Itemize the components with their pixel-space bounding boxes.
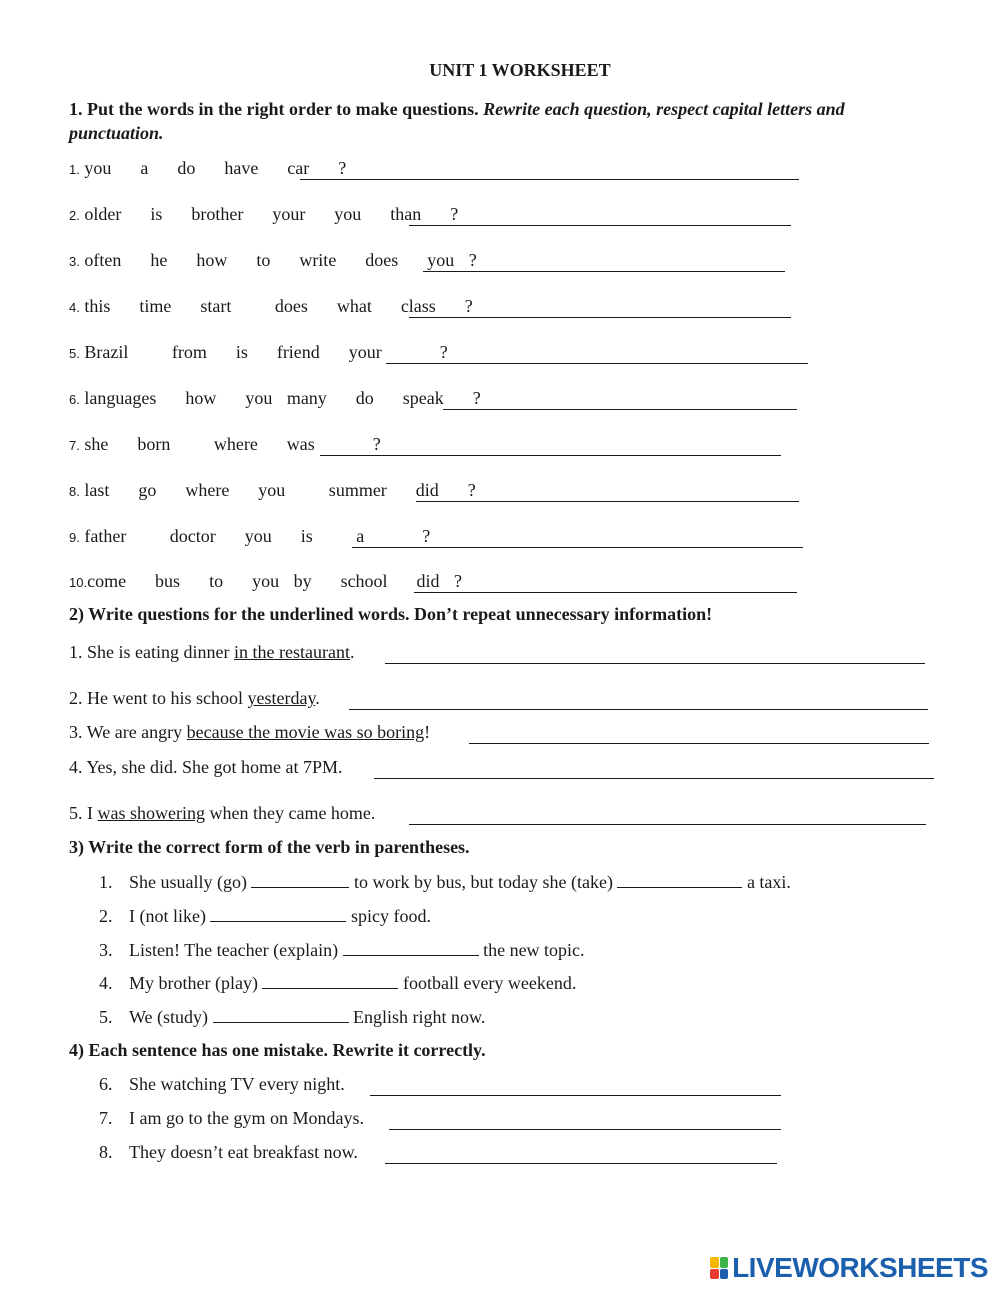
s3-item [99, 905, 431, 927]
s1-item-words: father doctor you is a ? [84, 526, 431, 546]
s2-item-end: . [349, 642, 355, 662]
s3-item [99, 1006, 485, 1028]
s2-item [69, 722, 430, 743]
answer-blank[interactable] [343, 939, 479, 956]
s1-item-number: 2. [69, 208, 80, 223]
page-title: UNIT 1 WORKSHEET [429, 60, 611, 80]
s1-item-number: 8. [69, 484, 80, 499]
s3-item-text: a taxi. [746, 872, 791, 892]
s1-item-number: 3. [69, 254, 80, 269]
s3-item-number: 3. [99, 940, 113, 960]
s4-item [99, 1108, 364, 1129]
s2-item-text: 3. We are angry [69, 722, 187, 742]
s1-item [69, 480, 476, 501]
s3-item-text: I (not like) [129, 906, 206, 926]
logo-mark-icon [710, 1257, 728, 1279]
answer-blank[interactable] [213, 1006, 349, 1023]
s2-item-end: ! [424, 722, 431, 742]
s1-item-words: this time start does what class ? [84, 296, 473, 316]
s3-item-text: to work by bus, but today she (take) [353, 872, 613, 892]
answer-blank[interactable] [386, 347, 808, 364]
s3-item-number: 2. [99, 906, 113, 926]
s4-item-text: They doesn’t eat breakfast now. [129, 1142, 358, 1162]
s4-item-text: I am go to the gym on Mondays. [129, 1108, 364, 1128]
s3-item-text: spicy food. [350, 906, 431, 926]
section1-heading-italic: Rewrite each question, respect capital letters and punctuation. [69, 99, 845, 143]
s3-item-text: My brother (play) [129, 973, 258, 993]
s2-underlined: yesterday [247, 688, 316, 708]
answer-blank[interactable] [370, 1079, 781, 1096]
s2-item [69, 803, 375, 824]
s2-underlined: was showering [97, 803, 205, 823]
s3-item [99, 972, 576, 994]
s3-item-number: 4. [99, 973, 113, 993]
s1-item-words: Brazil from is friend your ? [84, 342, 448, 362]
s2-item [69, 642, 354, 663]
s4-item-number: 8. [99, 1142, 113, 1162]
s3-item-text: Listen! The teacher (explain) [129, 940, 339, 960]
logo-square [710, 1269, 719, 1280]
answer-blank[interactable] [385, 647, 925, 664]
s1-item [69, 388, 481, 409]
s3-item-text: the new topic. [483, 940, 585, 960]
answer-blank[interactable] [389, 1113, 781, 1130]
s1-item-number: 6. [69, 392, 80, 407]
logo-square [720, 1257, 729, 1268]
s1-item-words: languages how you many do speak ? [84, 388, 481, 408]
s1-item-words: older is brother your you than ? [84, 204, 459, 224]
s4-item-number: 7. [99, 1108, 113, 1128]
answer-blank[interactable] [385, 1147, 777, 1164]
answer-blank[interactable] [416, 485, 799, 502]
logo-square [720, 1269, 729, 1280]
s1-item-number: 5. [69, 346, 80, 361]
s4-item [99, 1074, 345, 1095]
s3-item-text: We (study) [129, 1007, 209, 1027]
answer-blank[interactable] [374, 762, 934, 779]
logo-text: LIVEWORKSHEETS [732, 1252, 988, 1283]
answer-blank[interactable] [617, 871, 742, 888]
answer-blank[interactable] [443, 393, 797, 410]
s2-underlined: in the restaurant [233, 642, 350, 662]
answer-blank[interactable] [414, 576, 797, 593]
answer-blank[interactable] [300, 163, 799, 180]
s1-item-number: 9. [69, 530, 80, 545]
s2-item-end: . [315, 688, 320, 708]
s3-item-number: 5. [99, 1007, 113, 1027]
s2-underlined: because the movie was so boring [186, 722, 425, 742]
s1-item [69, 204, 458, 225]
s3-item [99, 939, 585, 961]
s4-item-number: 6. [99, 1074, 113, 1094]
section1-heading [69, 97, 939, 145]
answer-blank[interactable] [210, 905, 346, 922]
s1-item [69, 250, 477, 271]
s2-item-text: 2. He went to his school [69, 688, 248, 708]
section2-heading: 2) Write questions for the underlined words. Don’t repeat unnecessary information! [69, 604, 713, 624]
s3-item [99, 871, 791, 893]
answer-blank[interactable] [409, 209, 791, 226]
s3-item-text: football every weekend. [402, 973, 577, 993]
s2-item-text: 1. She is eating dinner [69, 642, 234, 662]
s1-item-words: you a do have car ? [84, 158, 347, 178]
s4-item-text: She watching TV every night. [129, 1074, 345, 1094]
section4-heading: 4) Each sentence has one mistake. Rewrite it correctly. [69, 1040, 486, 1060]
answer-blank[interactable] [409, 301, 791, 318]
s2-item-text: 5. I [69, 803, 98, 823]
s1-item-number: 7. [69, 438, 80, 453]
s3-item-number: 1. [99, 872, 113, 892]
s1-item-number: 10. [69, 575, 88, 590]
answer-blank[interactable] [262, 972, 398, 989]
s1-item-words: often he how to write does you ? [84, 250, 477, 270]
s3-item-text: English right now. [353, 1007, 486, 1027]
section1-heading-bold: 1. Put the words in the right order to make questions. [69, 99, 479, 119]
answer-blank[interactable] [320, 439, 781, 456]
s2-item [69, 757, 343, 778]
answer-blank[interactable] [409, 808, 926, 825]
section3-heading: 3) Write the correct form of the verb in parentheses. [69, 837, 470, 857]
logo-square [710, 1257, 719, 1268]
answer-blank[interactable] [251, 871, 349, 888]
s4-item [99, 1142, 358, 1163]
liveworksheets-logo [710, 1253, 988, 1283]
s1-item-number: 4. [69, 300, 80, 315]
s1-item-number: 1. [69, 162, 80, 177]
s1-item [69, 571, 462, 592]
answer-blank[interactable] [349, 693, 928, 710]
answer-blank[interactable] [469, 727, 929, 744]
s2-item-end: when they came home. [204, 803, 376, 823]
s1-item-words: come bus to you by school did ? [87, 571, 463, 591]
s2-item-text: 4. Yes, she did. She got home at 7PM. [69, 757, 343, 777]
s1-item-words: last go where you summer did ? [84, 480, 476, 500]
s1-item-words: she born where was ? [84, 434, 381, 454]
s2-item [69, 688, 320, 709]
answer-blank[interactable] [352, 531, 803, 548]
answer-blank[interactable] [423, 255, 785, 272]
s3-item-text: She usually (go) [129, 872, 247, 892]
